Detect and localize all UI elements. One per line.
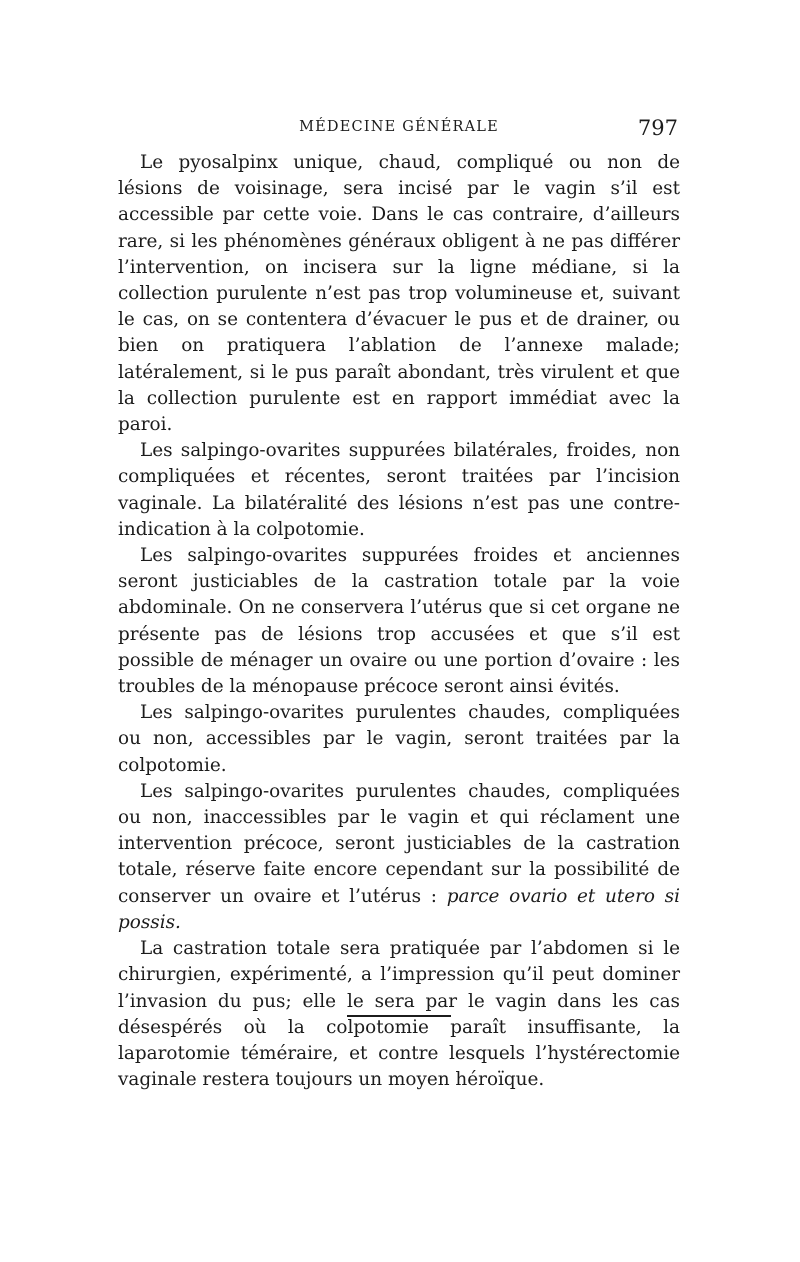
paragraph (118, 779, 680, 936)
page-header (118, 116, 680, 140)
paragraph: La castration totale sera pratiquée par l’abdomen si le chirurgien, expérimenté, a l’impression qu’il peut dominer l’invasion du pus; elle le sera par le vagin dans les cas désespérés où la colpotomie paraît insuffisante, la laparotomie téméraire, et contre lesquels l’hystérectomie vaginale restera toujours un moyen héroïque. (118, 938, 680, 1091)
page-number: 797 (637, 116, 678, 140)
paragraph: Les salpingo-ovarites purulentes chaudes, compliquées ou non, accessibles par le vagin, seront traitées par la colpotomie. (118, 702, 680, 776)
body-text (118, 150, 680, 1093)
latin-phrase: parce ovario et utero si possis. (118, 885, 681, 933)
paragraph-text: Les salpingo-ovarites purulentes chaudes, compliquées ou non, inaccessibles par le vagin et qui réclament une intervention précoce, seront justiciables de la castration totale, réserve faite encore cependant sur la possibilité de conserver un ovaire et l’utérus : (118, 780, 680, 907)
paragraph: Les salpingo-ovarites suppurées bilatérales, froides, non compliquées et récentes, seront traitées par l’incision vaginale. La bilatéralité des lésions n’est pas une contre-indication à la colpotomie. (118, 440, 680, 540)
section-end-rule (347, 1015, 451, 1017)
paragraph: Les salpingo-ovarites suppurées froides et anciennes seront justiciables de la castration totale par la voie abdominale. On ne conservera l’utérus que si cet organe ne présente pas de lésions trop accusées et que s’il est possible de ménager un ovaire ou une portion d’ovaire : les troubles de la ménopause précoce seront ainsi évités. (118, 545, 680, 698)
paragraph: Le pyosalpinx unique, chaud, compliqué ou non de lésions de voisinage, sera incisé par le vagin s’il est accessible par cette voie. Dans le cas contraire, d’ailleurs rare, si les phénomènes généraux obligent à ne pas différer l’intervention, on incisera sur la ligne médiane, si la collection purulente n’est pas trop volumineuse et, suivant le cas, on se contentera d’évacuer le pus et de drainer, ou bien on pratiquera l’ablation de l’annexe malade; latéralement, si le pus paraît abondant, très virulent et que la collection purulente est en rapport immédiat avec la paroi. (118, 152, 680, 436)
running-head: MÉDECINE GÉNÉRALE (299, 119, 499, 135)
